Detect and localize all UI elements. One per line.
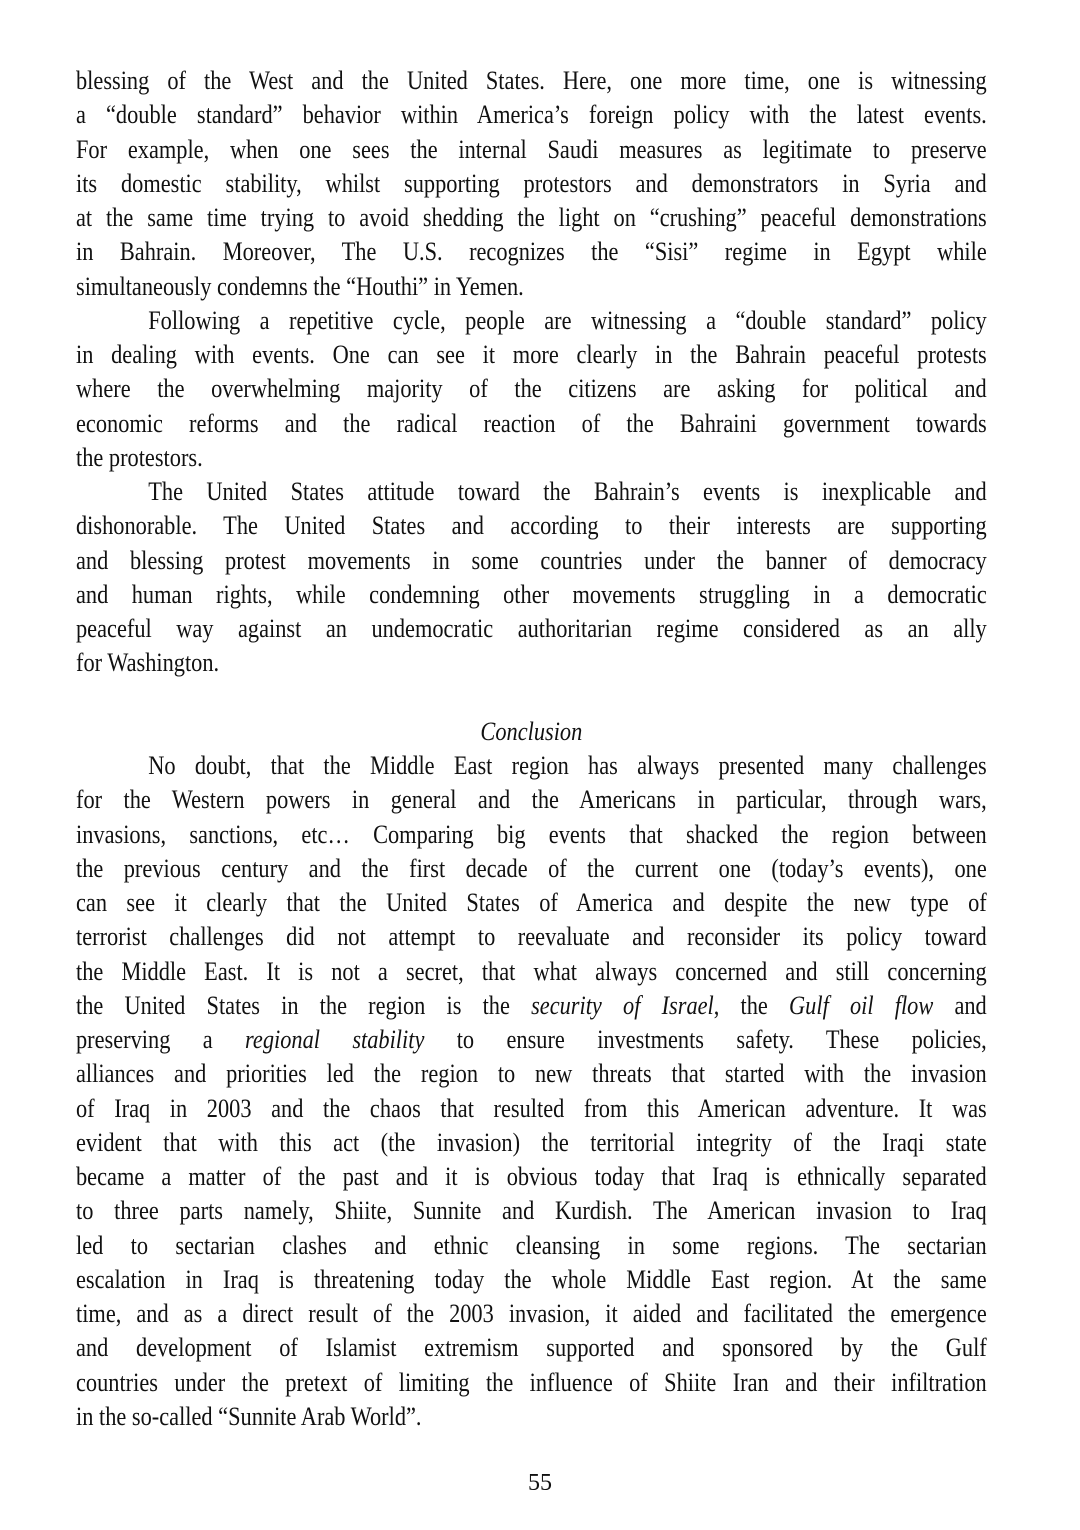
text-line: became a matter of the past and it is obvious today that Iraq is ethnically separated xyxy=(76,1162,987,1191)
text-line: its domestic stability, whilst supporting protestors and demonstrators in Syria and xyxy=(76,168,987,198)
text-line: a “double standard” behavior within America’s foreign policy with the latest events. xyxy=(76,100,987,130)
text-line: escalation in Iraq is threatening today the whole Middle East region. At the same xyxy=(76,1264,987,1294)
text-segment: , the xyxy=(713,990,790,1020)
text-line: invasions, sanctions, etc… Comparing big events that shacked the region between xyxy=(76,819,987,849)
text-line: the protestors. xyxy=(76,442,203,472)
emphasis-gulf-oil-flow: Gulf oil flow xyxy=(789,990,934,1020)
paragraph-2 xyxy=(76,304,987,475)
text-line: blessing of the West and the United States. Here, one more time, one is witnessing xyxy=(76,66,987,95)
text-line: economic reforms and the radical reaction of the Bahraini government towards xyxy=(76,408,987,438)
text-line: of Iraq in 2003 and the chaos that resulted from this American adventure. It was xyxy=(76,1093,987,1123)
conclusion-paragraph xyxy=(76,749,987,1434)
text-line: to three parts namely, Shiite, Sunnite and Kurdish. The American invasion to Iraq xyxy=(76,1196,987,1226)
text-line: the previous century and the first decade of the current one (today’s events), one xyxy=(76,853,987,883)
blank-line xyxy=(76,681,987,715)
text-segment: the United States in the region is the xyxy=(76,990,532,1020)
paragraph-3 xyxy=(76,475,987,681)
text-line: evident that with this act (the invasion) the territorial integrity of the Iraqi state xyxy=(76,1127,987,1157)
text-line: No doubt, that the Middle East region has always presented many challenges xyxy=(148,751,987,780)
text-line: for Washington. xyxy=(76,648,220,678)
text-line: dishonorable. The United States and according to their interests are supporting xyxy=(76,511,987,541)
text-line: terrorist challenges did not attempt to reevaluate and reconsider its policy toward xyxy=(76,922,987,952)
emphasis-regional-stability: regional stability xyxy=(245,1025,425,1054)
text-line: in dealing with events. One can see it more clearly in the Bahrain peaceful protests xyxy=(76,340,987,369)
text-line: at the same time trying to avoid shedding the light on “crushing” peaceful demonstrations xyxy=(76,203,987,232)
text-line: For example, when one sees the internal Saudi measures as legitimate to preserve xyxy=(76,134,987,164)
text-line: peaceful way against an undemocratic authoritarian regime considered as an ally xyxy=(76,614,987,643)
text-line: simultaneously condemns the “Houthi” in Yemen. xyxy=(76,271,524,301)
paragraph-1 xyxy=(76,64,987,304)
text-line: led to sectarian clashes and ethnic cleansing in some regions. The sectarian xyxy=(76,1230,987,1260)
text-line: and development of Islamist extremism supported and sponsored by the Gulf xyxy=(76,1333,987,1363)
text-line: alliances and priorities led the region to new threats that started with the invasion xyxy=(76,1059,987,1089)
text-line: Following a repetitive cycle, people are witnessing a “double standard” policy xyxy=(148,305,987,335)
text-line: the Middle East. It is not a secret, that what always concerned and still concerning xyxy=(76,956,987,986)
document-page xyxy=(76,0,987,1530)
text-line: in the so-called “Sunnite Arab World”. xyxy=(76,1401,422,1431)
text-line: time, and as a direct result of the 2003 invasion, it aided and facilitated the emergence xyxy=(76,1299,987,1328)
text-line: for the Western powers in general and the Americans in particular, through wars, xyxy=(76,785,987,815)
text-line: and human rights, while condemning other movements struggling in a democratic xyxy=(76,579,987,609)
text-line-with-emphasis xyxy=(76,1023,987,1057)
text-segment: preserving a xyxy=(76,1025,246,1054)
page-number: 55 xyxy=(528,1470,552,1496)
body-text xyxy=(76,64,987,1434)
section-heading: Conclusion xyxy=(480,716,583,746)
emphasis-security-of-israel: security of Israel xyxy=(531,990,714,1020)
text-segment: to ensure investments safety. These policies, xyxy=(424,1025,987,1054)
text-line: can see it clearly that the United States of America and despite the new type of xyxy=(76,888,987,917)
text-line: in Bahrain. Moreover, The U.S. recognizes the “Sisi” regime in Egypt while xyxy=(76,237,987,267)
text-line: countries under the pretext of limiting the influence of Shiite Iran and their infiltration xyxy=(76,1367,987,1397)
text-segment: and xyxy=(933,990,987,1020)
text-line-with-emphasis xyxy=(76,989,987,1023)
text-line: The United States attitude toward the Bahrain’s events is inexplicable and xyxy=(148,477,987,506)
text-line: where the overwhelming majority of the citizens are asking for political and xyxy=(76,374,987,404)
text-line: and blessing protest movements in some countries under the banner of democracy xyxy=(76,545,987,575)
